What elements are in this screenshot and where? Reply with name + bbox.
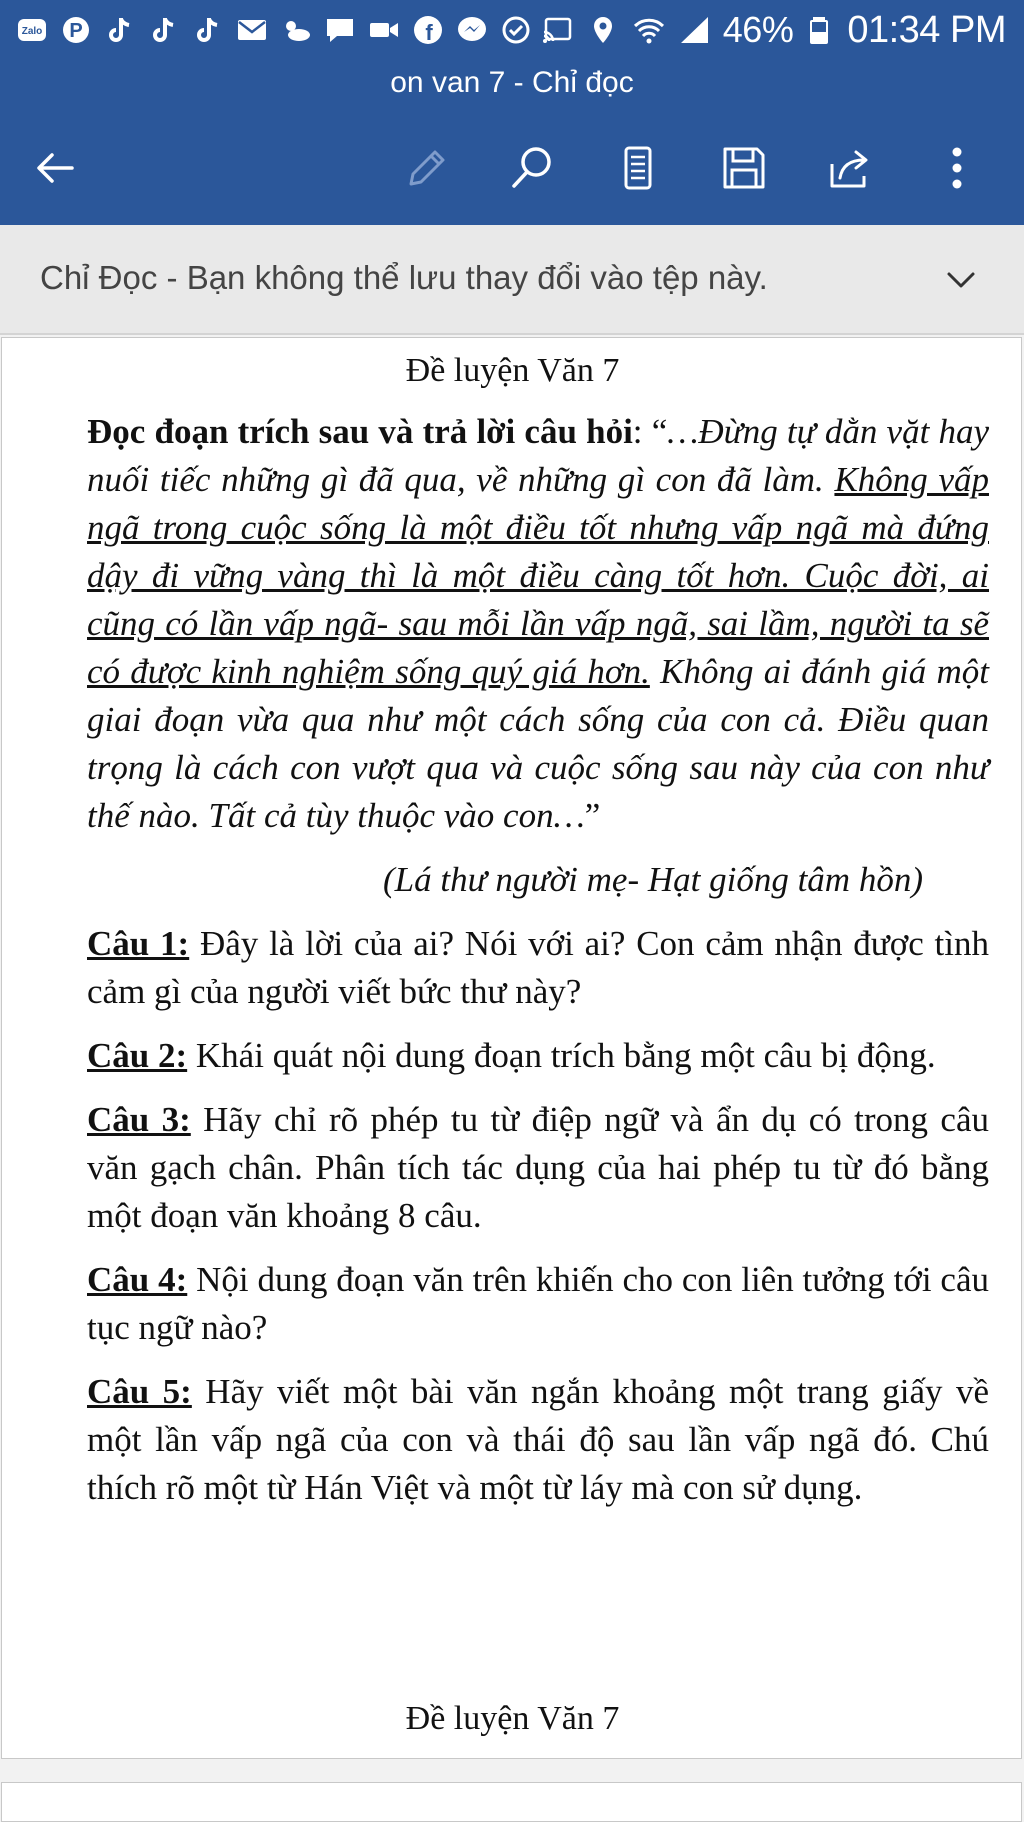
mobile-view-icon — [612, 142, 664, 194]
instruction-colon: : “ — [632, 412, 668, 451]
document-heading: Đề luyện Văn 7 — [405, 352, 620, 389]
document-footer-heading: Đề luyện Văn 7 — [405, 1700, 620, 1737]
share-button[interactable] — [818, 130, 882, 206]
more-icon — [931, 142, 983, 194]
svg-text:Zalo: Zalo — [21, 26, 43, 37]
wifi-icon — [631, 12, 667, 48]
tiktok-icon — [190, 12, 226, 48]
svg-text:f: f — [425, 20, 433, 45]
excerpt-source: (Lá thư người mẹ- Hạt giống tâm hồn) — [382, 860, 923, 899]
question-text: Đây là lời của ai? Nói với ai? Con cảm nhận được tình cảm gì của người viết bức thư này? — [87, 924, 989, 1011]
app-header — [0, 0, 1024, 225]
question-label: Câu 4: — [87, 1260, 188, 1299]
pencil-icon — [399, 142, 451, 194]
instruction-text: Đọc đoạn trích sau và trả lời câu hỏi — [87, 412, 633, 451]
svg-text:P: P — [69, 20, 83, 42]
quote-close: ” — [584, 796, 601, 835]
battery-icon — [801, 12, 837, 48]
location-icon — [585, 12, 621, 48]
question-5 — [87, 1368, 989, 1512]
tiktok-icon — [102, 12, 138, 48]
messenger-icon — [454, 12, 490, 48]
document-page[interactable] — [1, 337, 1022, 1759]
question-label: Câu 1: — [87, 924, 190, 963]
clock: 01:34 PM — [847, 8, 1006, 51]
excerpt-underlined: Không vấp ngã trong cuộc sống là một điều tốt nhưng vấp ngã mà đứng dậy đi vững vàng thì là một điều càng tốt hơn. Cuộc đời, ai cũng có lần vấp ngã- sau mỗi lần vấp ngã, sai lầm, người ta sẽ có được kinh nghiệm sống quý giá hơn. — [87, 460, 989, 691]
mail-icon — [234, 12, 270, 48]
question-text: Hãy viết một bài văn ngắn khoảng một trang giấy về một lần vấp ngã của con và thái độ sau lần vấp ngã đó. Chú thích rõ một từ Hán Việt và một từ láy mà con sử dụng. — [87, 1372, 989, 1507]
toolbar — [0, 130, 1024, 206]
excerpt-end: Không ai đánh giá một giai đoạn vừa qua như một cách sống của con cả. Điều quan trọng là cách con vượt qua và cuộc sống sau này của con như thế nào. Tất cả tùy thuộc vào con… — [87, 652, 989, 835]
tiktok-icon — [146, 12, 182, 48]
question-4 — [87, 1256, 989, 1352]
reading-excerpt — [87, 408, 989, 840]
video-icon — [366, 12, 402, 48]
document-title: on van 7 - Chỉ đọc — [390, 66, 634, 99]
status-bar — [0, 0, 1024, 62]
weather-icon — [278, 12, 314, 48]
edit-button[interactable] — [393, 130, 457, 206]
zalo-icon — [14, 12, 50, 48]
back-button[interactable] — [24, 130, 88, 206]
chevron-down-icon[interactable] — [936, 255, 986, 305]
question-label: Câu 2: — [87, 1036, 188, 1075]
battery-percent: 46% — [722, 9, 794, 50]
save-icon — [718, 142, 770, 194]
search-button[interactable] — [500, 130, 564, 206]
mobile-view-button[interactable] — [606, 130, 670, 206]
question-1 — [87, 920, 989, 1016]
signal-icon — [677, 12, 713, 48]
question-text: Khái quát nội dung đoạn trích bằng một câu bị động. — [187, 1036, 936, 1075]
next-page[interactable] — [1, 1782, 1022, 1822]
question-2 — [87, 1032, 989, 1080]
search-icon — [506, 142, 558, 194]
facebook-icon — [410, 12, 446, 48]
cast-icon — [539, 12, 575, 48]
excerpt-start: …Đừng tự dằn vặt hay nuối tiếc những gì đã qua, về những gì con đã làm. — [87, 412, 990, 499]
save-button[interactable] — [712, 130, 776, 206]
question-text: Nội dung đoạn văn trên khiến cho con liên tưởng tới câu tục ngữ nào? — [87, 1260, 989, 1347]
system-status — [539, 8, 1006, 52]
chat-icon — [322, 12, 358, 48]
more-options-button[interactable] — [925, 130, 989, 206]
document-body — [87, 408, 989, 1512]
question-label: Câu 3: — [87, 1100, 191, 1139]
question-3 — [87, 1096, 989, 1240]
notification-icons — [14, 12, 542, 48]
read-only-banner[interactable] — [0, 225, 1024, 335]
share-icon — [824, 142, 876, 194]
question-label: Câu 5: — [87, 1372, 192, 1411]
read-only-message: Chỉ Đọc - Bạn không thể lưu thay đổi vào tệp này. — [40, 259, 768, 296]
question-text: Hãy chỉ rõ phép tu từ điệp ngữ và ẩn dụ có trong câu văn gạch chân. Phân tích tác dụng của hai phép tu từ đó bằng một đoạn văn khoảng 8 câu. — [87, 1100, 989, 1235]
pinterest-icon — [58, 12, 94, 48]
back-arrow-icon — [30, 142, 82, 194]
check-circle-icon — [498, 12, 534, 48]
